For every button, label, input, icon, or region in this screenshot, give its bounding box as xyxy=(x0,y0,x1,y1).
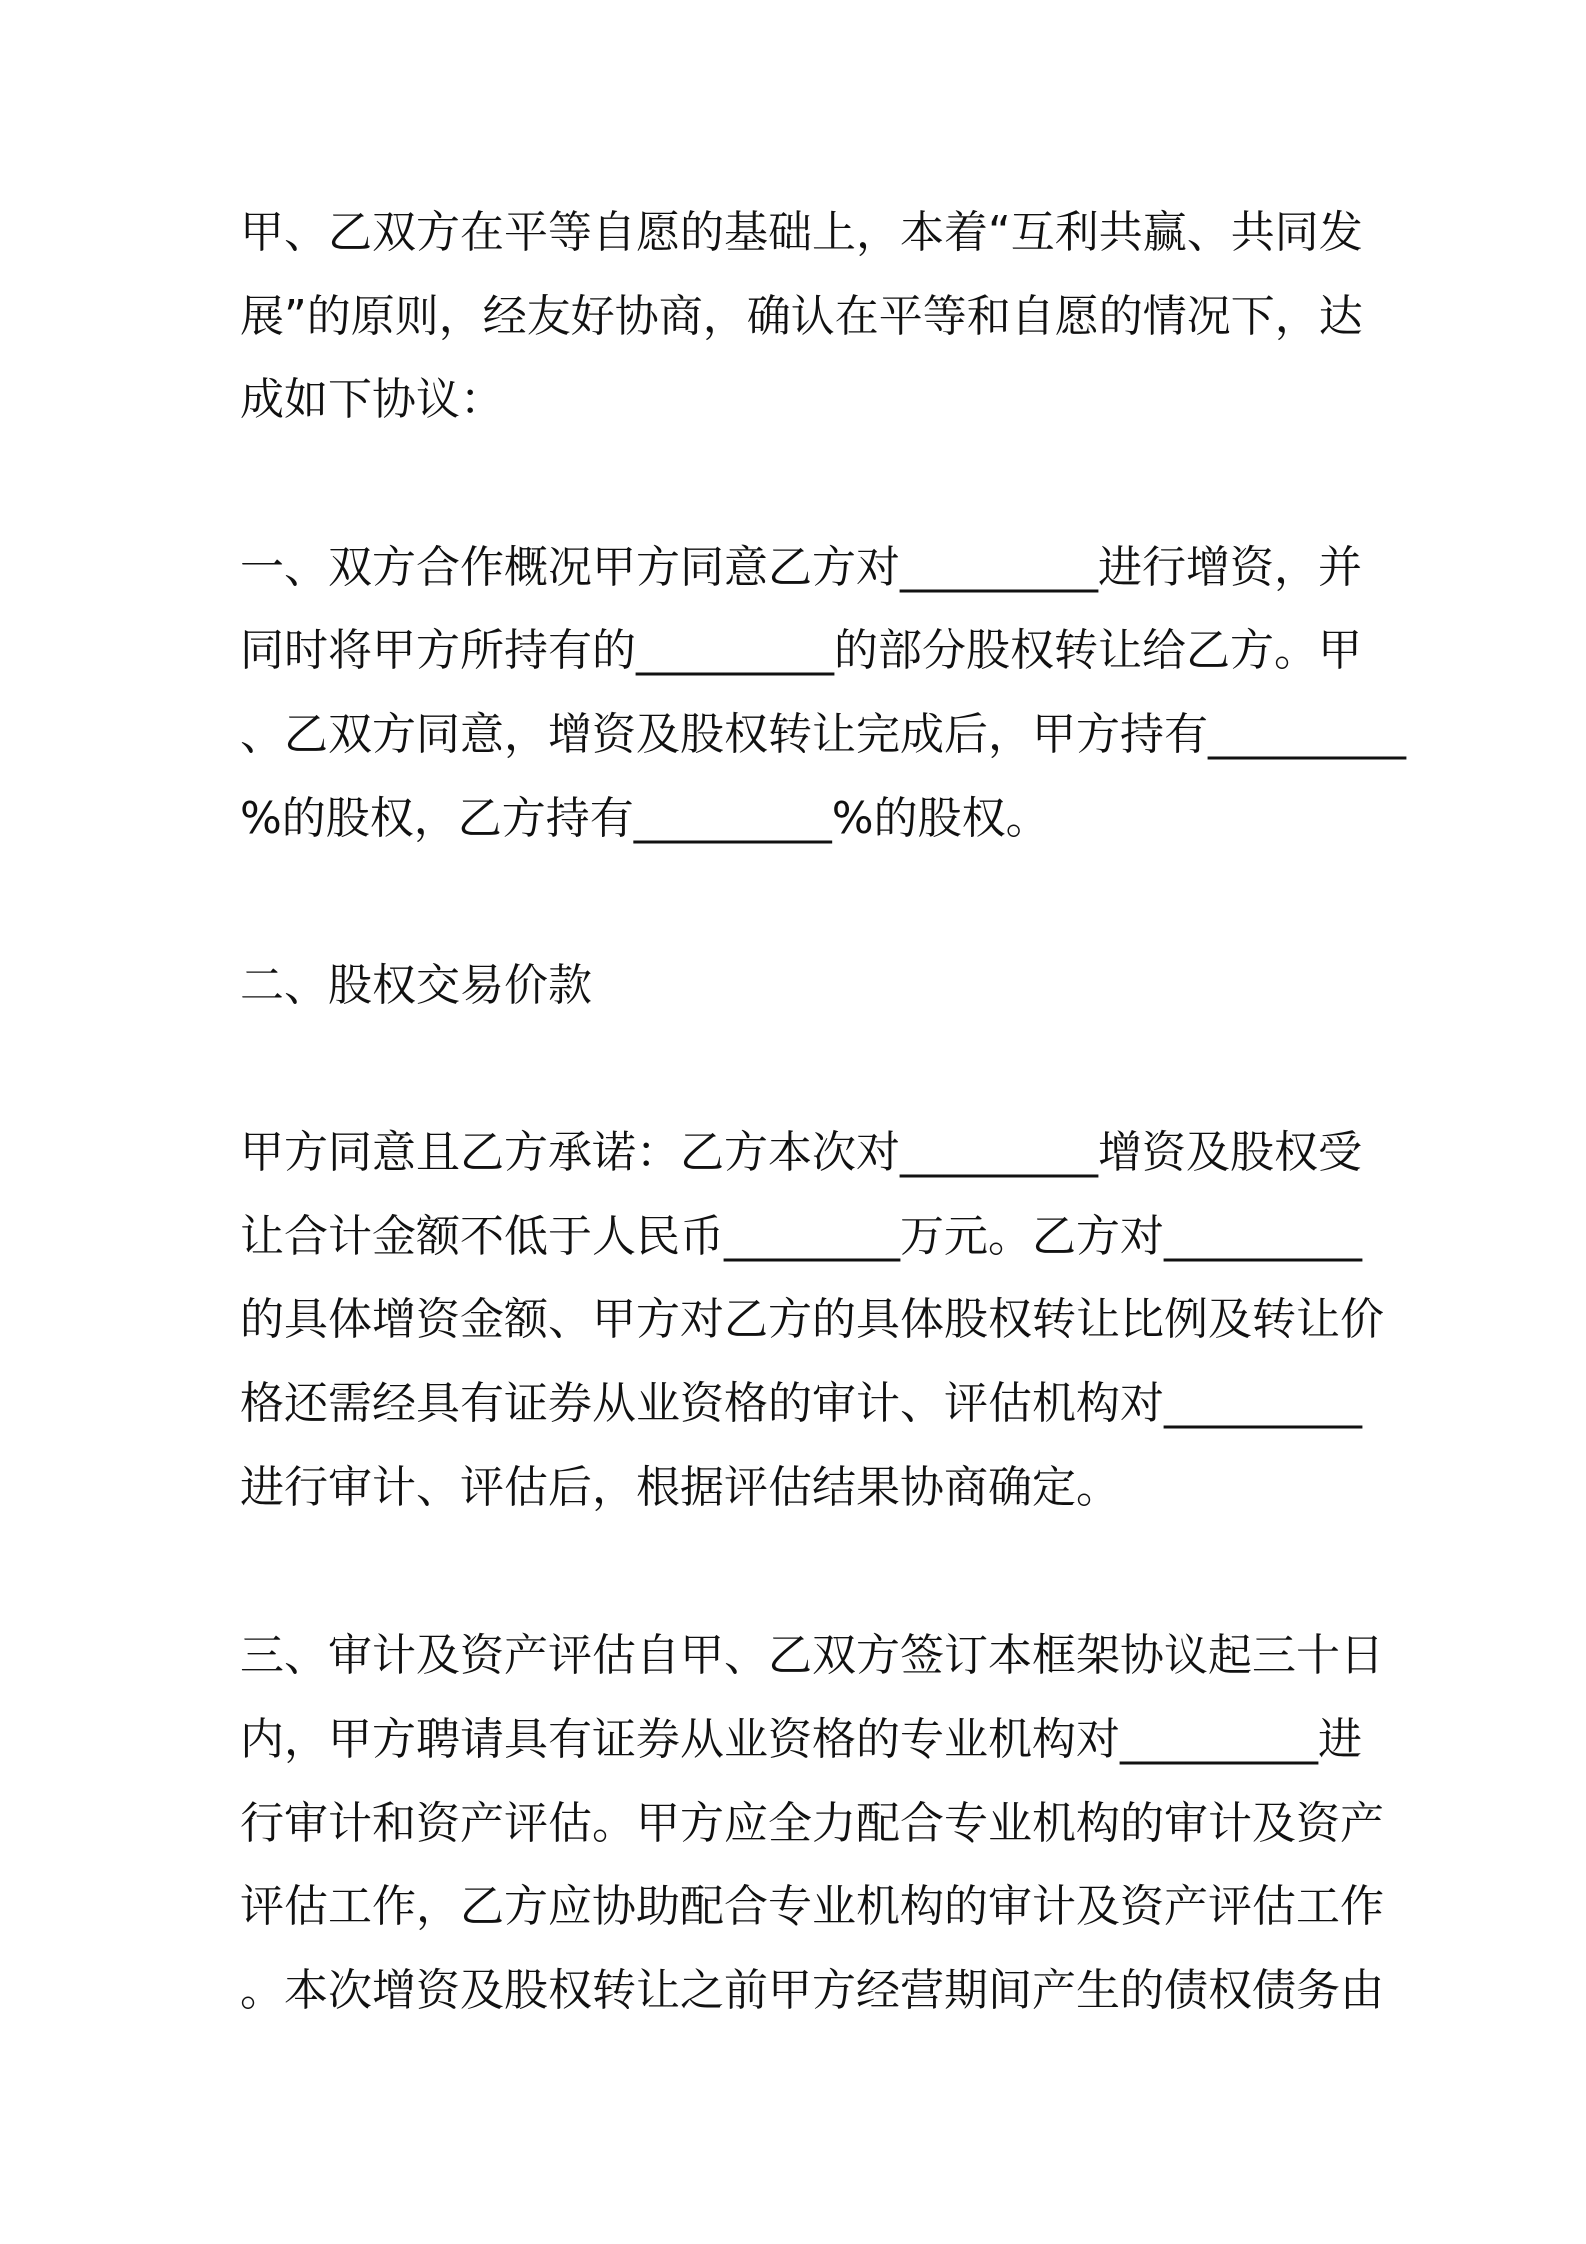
text-line: 展”的原则，经友好协商，确认在平等和自愿的情况下，达 xyxy=(240,291,1363,342)
text-line: 行审计和资产评估。甲方应全力配合专业机构的审计及资产 xyxy=(240,1798,1384,1849)
text-line: 内，甲方聘请具有证券从业资格的专业机构对_________进 xyxy=(240,1714,1362,1765)
text-line: 让合计金额不低于人民币________万元。乙方对_________ xyxy=(240,1211,1362,1262)
text-line: 。本次增资及股权转让之前甲方经营期间产生的债权债务由 xyxy=(240,1965,1384,2016)
text-line: 进行审计、评估后，根据评估结果协商确定。 xyxy=(240,1462,1120,1513)
text-line: 的具体增资金额、甲方对乙方的具体股权转让比例及转让价 xyxy=(240,1294,1384,1345)
text-line: 甲、乙双方在平等自愿的基础上，本着“互利共赢、共同发 xyxy=(240,207,1363,258)
text-line: 成如下协议： xyxy=(240,374,504,425)
section-heading: 二、股权交易价款 xyxy=(240,960,592,1011)
text-line: 同时将甲方所持有的_________的部分股权转让给乙方。甲 xyxy=(240,625,1362,676)
text-line: 一、双方合作概况甲方同意乙方对_________进行增资，并 xyxy=(240,542,1362,593)
text-line: 格还需经具有证券从业资格的审计、评估机构对_________ xyxy=(240,1378,1362,1429)
text-line: 评估工作，乙方应协助配合专业机构的审计及资产评估工作 xyxy=(240,1881,1384,1932)
text-line: 甲方同意且乙方承诺：乙方本次对_________增资及股权受 xyxy=(240,1127,1362,1178)
text-line: %的股权，乙方持有_________%的股权。 xyxy=(240,793,1050,844)
text-line: 三、审计及资产评估自甲、乙双方签订本框架协议起三十日 xyxy=(240,1630,1384,1681)
text-line: 、乙双方同意，增资及股权转让完成后，甲方持有_________ xyxy=(240,709,1406,760)
